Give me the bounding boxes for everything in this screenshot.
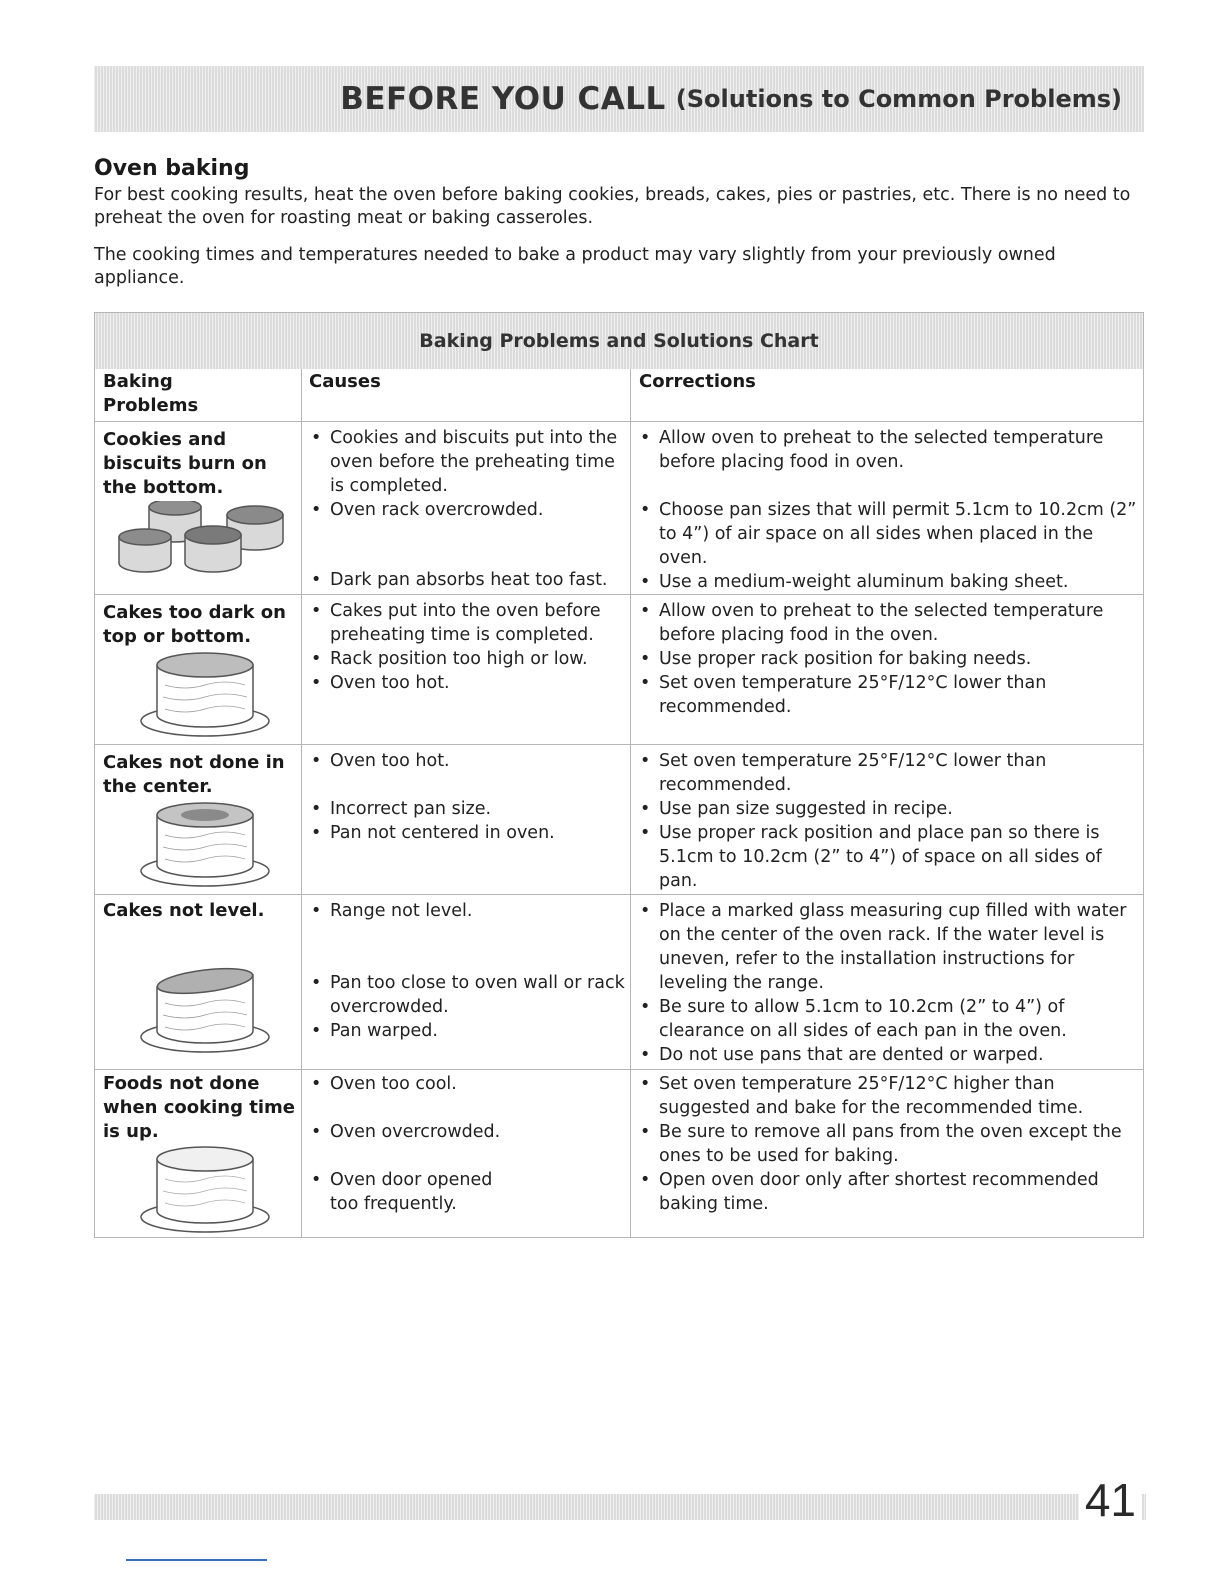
causes-list bbox=[303, 899, 625, 1043]
cause-item: • Range not level. bbox=[303, 899, 625, 923]
corrections-list bbox=[632, 599, 1138, 719]
cake-icon bbox=[135, 649, 275, 739]
problem-title: Cakes too dark on top or bottom. bbox=[103, 602, 286, 647]
tilted-cake-icon bbox=[135, 965, 275, 1055]
cause-item: • Oven door opened too frequently. bbox=[303, 1168, 625, 1216]
correction-item: • Use proper rack position for baking needs. bbox=[632, 647, 1138, 671]
corrections-list bbox=[632, 1072, 1138, 1216]
footer-bar bbox=[94, 1494, 1146, 1520]
column-divider bbox=[301, 369, 302, 1237]
causes-list bbox=[303, 749, 625, 845]
problem-title: Cakes not level. bbox=[103, 900, 265, 921]
intro-paragraph-1: For best cooking results, heat the oven before baking cookies, breads, cakes, pies or pastries, etc. There is no need to preheat the oven for roasting meat or baking casseroles. bbox=[94, 185, 1131, 228]
corrections-list bbox=[632, 899, 1138, 1067]
correction-item: • Use pan size suggested in recipe. bbox=[632, 797, 1138, 821]
header-causes: Causes bbox=[309, 371, 381, 392]
correction-item: • Set oven temperature 25°F/12°C lower than recommended. bbox=[632, 749, 1138, 797]
corrections-list bbox=[632, 426, 1138, 594]
correction-item: • Choose pan sizes that will permit 5.1cm to 10.2cm (2” to 4”) of air space on all sides when placed in the oven. bbox=[632, 498, 1138, 570]
correction-item: • Allow oven to preheat to the selected temperature before placing food in oven. bbox=[632, 426, 1138, 474]
header-banner bbox=[94, 66, 1144, 132]
correction-item: • Use a medium-weight aluminum baking sheet. bbox=[632, 570, 1138, 594]
corrections-list bbox=[632, 749, 1138, 893]
row-divider bbox=[95, 1069, 1143, 1070]
cause-item: • Rack position too high or low. bbox=[303, 647, 625, 671]
correction-item: • Set oven temperature 25°F/12°C lower than recommended. bbox=[632, 671, 1138, 719]
correction-item: • Open oven door only after shortest recommended baking time. bbox=[632, 1168, 1138, 1216]
chart-title-bar bbox=[95, 313, 1143, 369]
correction-item: • Allow oven to preheat to the selected temperature before placing food in the oven. bbox=[632, 599, 1138, 647]
cause-item: • Oven overcrowded. bbox=[303, 1120, 625, 1144]
problem-title: Cookies and biscuits burn on the bottom. bbox=[103, 429, 267, 498]
bottom-rule bbox=[126, 1559, 267, 1561]
intro-paragraph-2: The cooking times and temperatures needed to bake a product may vary slightly from your previously owned appliance. bbox=[94, 245, 1056, 288]
cause-item: • Oven too hot. bbox=[303, 671, 625, 695]
header-corrections: Corrections bbox=[639, 371, 756, 392]
cause-item: • Oven too cool. bbox=[303, 1072, 625, 1096]
causes-list bbox=[303, 426, 625, 522]
header-title: BEFORE YOU CALL bbox=[340, 81, 666, 117]
baking-problems-chart bbox=[94, 312, 1144, 1238]
column-divider bbox=[630, 369, 631, 1237]
cause-item: • Pan too close to oven wall or rack overcrowded. bbox=[303, 971, 625, 1019]
header-problems: Baking Problems bbox=[103, 371, 199, 416]
causes-list bbox=[303, 1072, 625, 1216]
chart-title: Baking Problems and Solutions Chart bbox=[419, 330, 819, 352]
row-divider bbox=[95, 594, 1143, 595]
row-divider bbox=[95, 744, 1143, 745]
cause-item: • Cookies and biscuits put into the oven before the preheating time is completed. bbox=[303, 426, 625, 498]
correction-item: • Use proper rack position and place pan so there is 5.1cm to 10.2cm (2” to 4”) of space on all sides of pan. bbox=[632, 821, 1138, 893]
causes-list bbox=[303, 599, 625, 695]
correction-item: • Be sure to remove all pans from the oven except the ones to be used for baking. bbox=[632, 1120, 1138, 1168]
correction-item: • Do not use pans that are dented or warped. bbox=[632, 1043, 1138, 1067]
problem-title: Cakes not done in the center. bbox=[103, 752, 285, 797]
causes-list bbox=[303, 568, 625, 592]
correction-item: • Be sure to allow 5.1cm to 10.2cm (2” to 4”) of clearance on all sides of each pan in the oven. bbox=[632, 995, 1138, 1043]
correction-item: • Place a marked glass measuring cup filled with water on the center of the oven rack. If the water level is uneven, refer to the installation instructions for leveling the range. bbox=[632, 899, 1138, 995]
problem-title: Foods not done when cooking time is up. bbox=[103, 1073, 295, 1142]
cake-icon bbox=[135, 799, 275, 889]
cause-item: • Incorrect pan size. bbox=[303, 797, 625, 821]
cookies-icon bbox=[115, 501, 295, 583]
page-number: 41 bbox=[1079, 1472, 1142, 1528]
cause-item: • Cakes put into the oven before preheating time is completed. bbox=[303, 599, 625, 647]
section-title: Oven baking bbox=[94, 156, 250, 181]
cause-item: • Pan not centered in oven. bbox=[303, 821, 625, 845]
cause-item: • Dark pan absorbs heat too fast. bbox=[303, 568, 625, 592]
correction-item: • Set oven temperature 25°F/12°C higher than suggested and bake for the recommended time. bbox=[632, 1072, 1138, 1120]
row-divider bbox=[95, 894, 1143, 895]
header-subtitle: (Solutions to Common Problems) bbox=[675, 85, 1122, 113]
cause-item: • Oven rack overcrowded. bbox=[303, 498, 625, 522]
row-divider bbox=[95, 421, 1143, 422]
cause-item: • Oven too hot. bbox=[303, 749, 625, 773]
cause-item: • Pan warped. bbox=[303, 1019, 625, 1043]
cake-icon bbox=[135, 1143, 275, 1235]
